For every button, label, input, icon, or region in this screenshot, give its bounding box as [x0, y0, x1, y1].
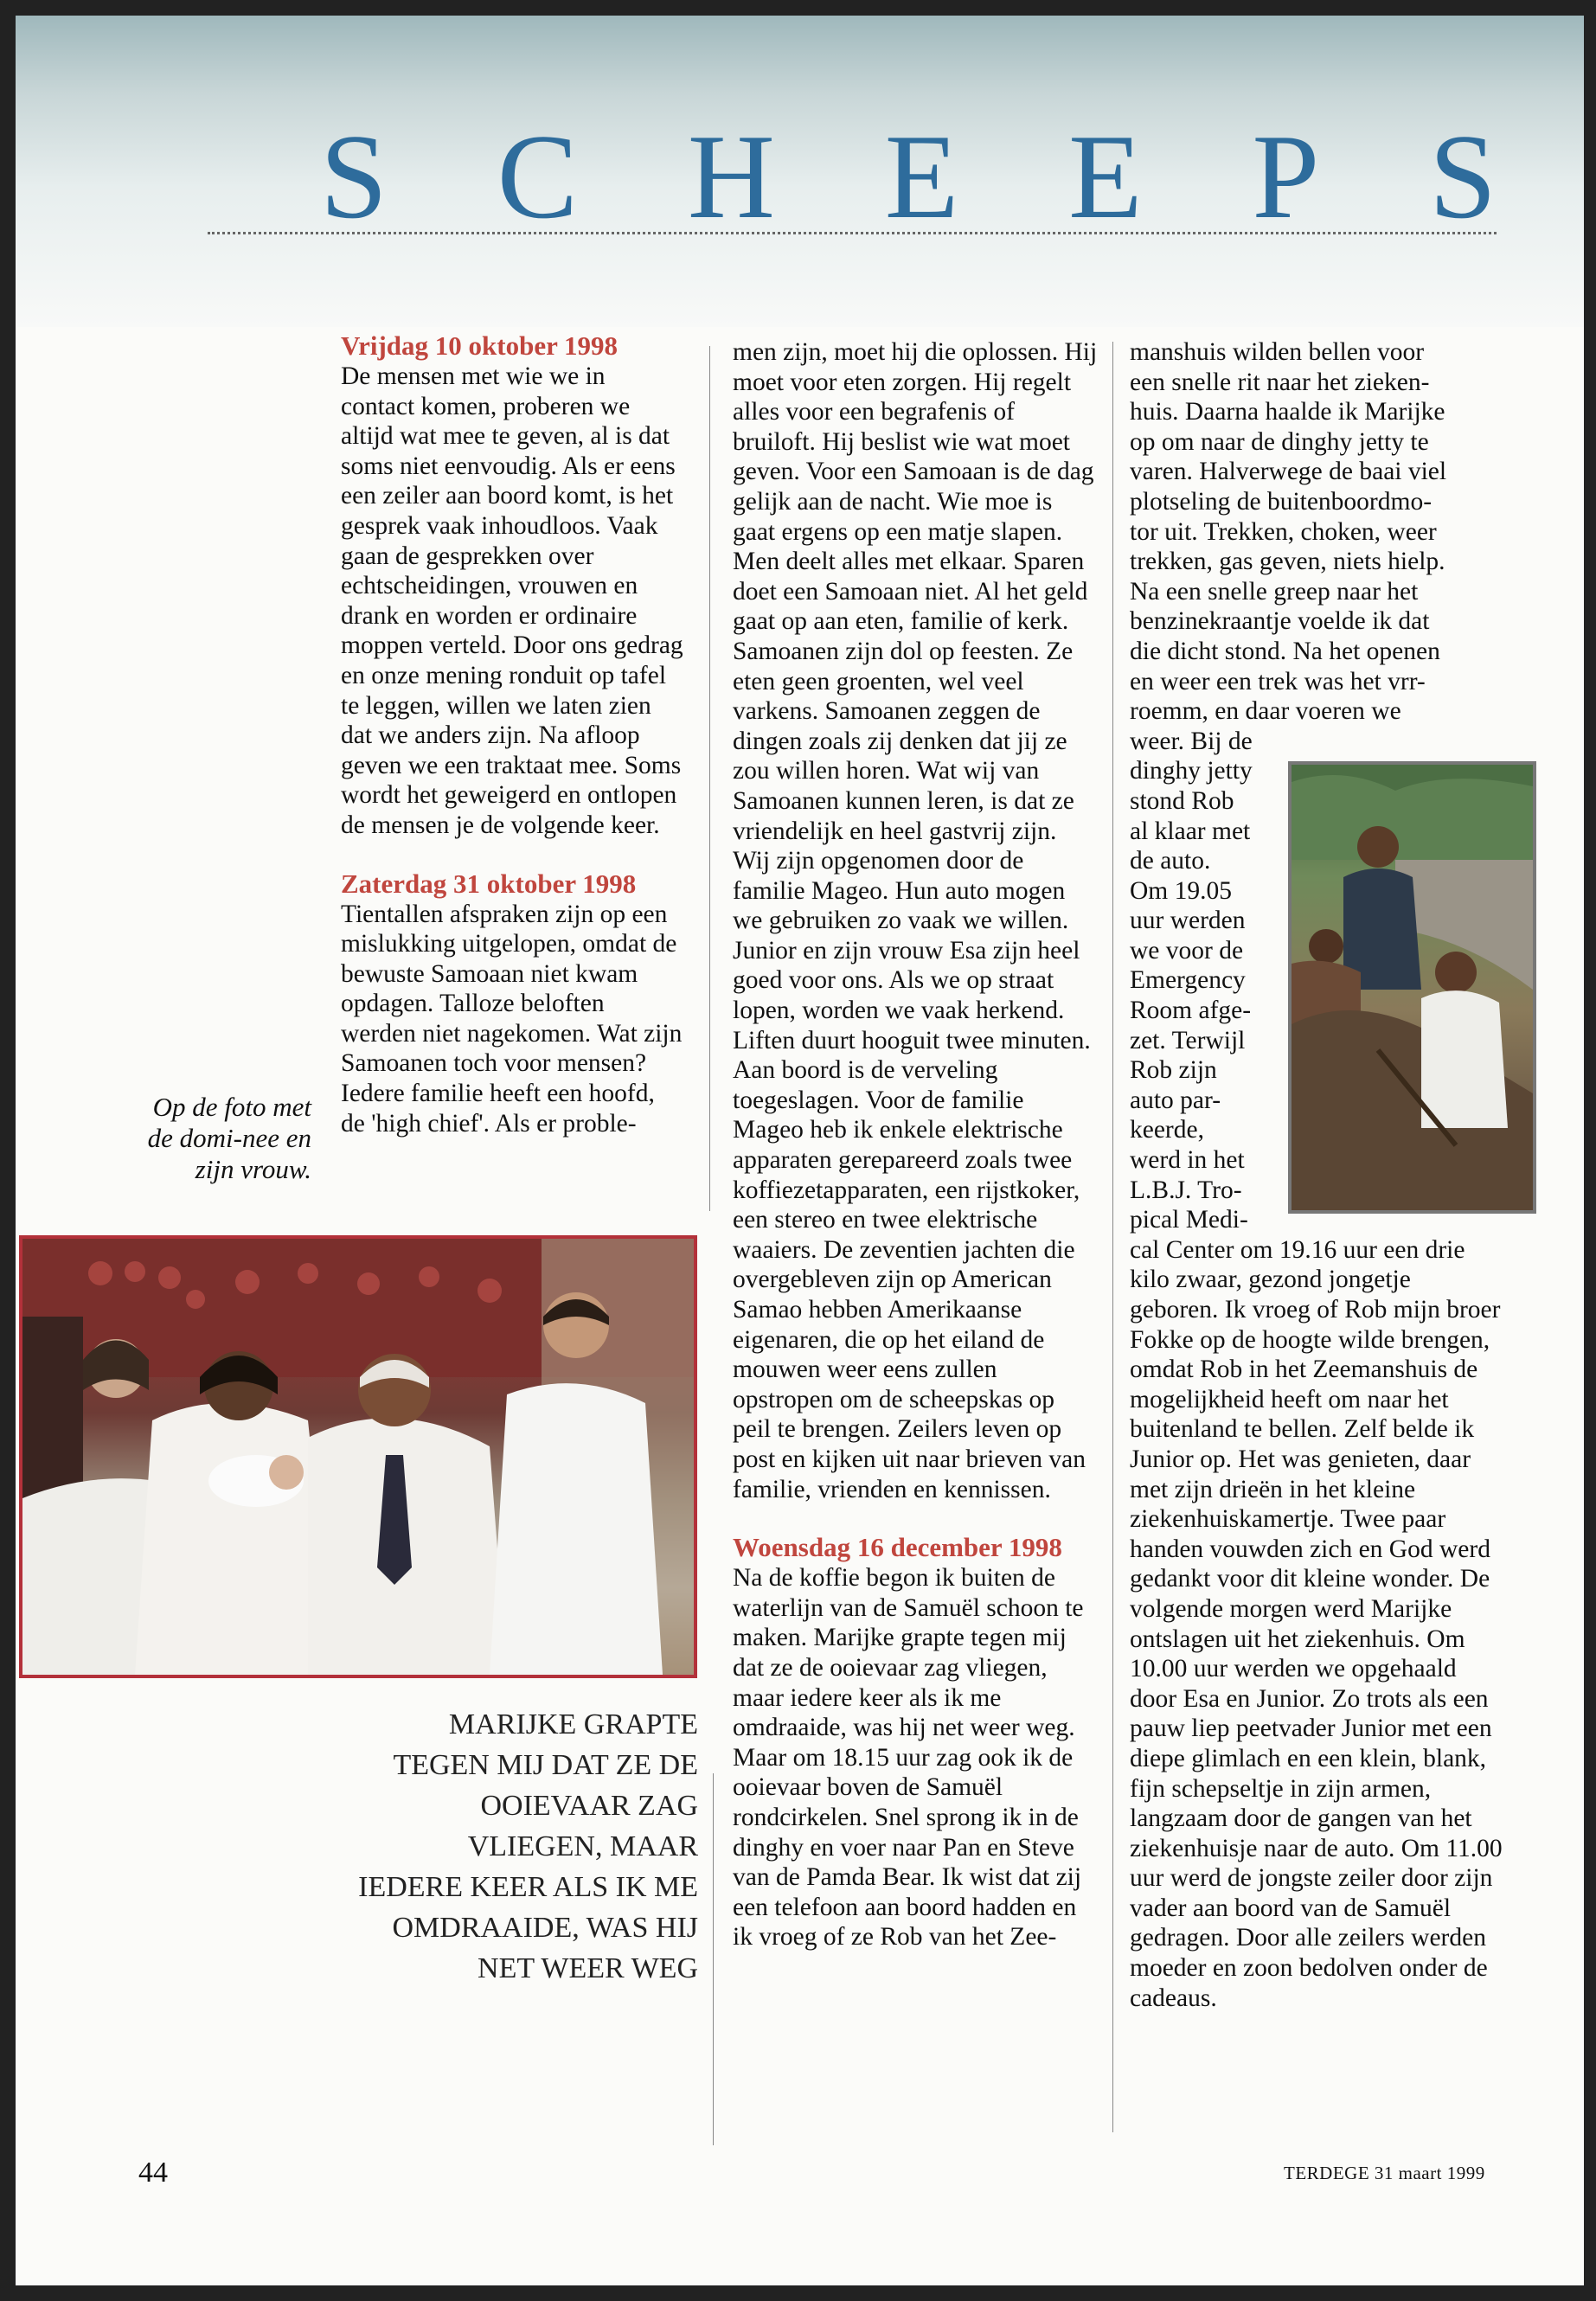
text-line: een snelle rit naar het zieken-	[1130, 368, 1430, 396]
entry-text: cal Center om 19.16 uur een drie kilo zwaar, gezond jongetje geboren. Ik vroeg of Rob mijn broer Fokke op de hoogte wilde brengen, omdat Rob in het Zeemanshuis de mogelijkheid heeft om naar het buitenland te bellen. Zelf belde ik Junior op. Het was genieten, daar met zijn drieën in het kleine ziekenhuiskamertje. Twee paar handen vouwden zich en God werd gedankt voor dit kleine wonder. De volgende morgen werd Marijke ontslagen uit het ziekenhuis. Om 10.00 uur werden we opgehaald door Esa en Junior. Zo trots als een pauw liep peetvader Junior met een diepe glimlach en een klein, blank, fijn schepseltje in zijn armen, langzaam door de gangen van het ziekenhuisje naar de auto. Om 11.00 uur werd de jongste zeiler door zijn vader aan boord van de Samuël gedragen. Door alle zeilers werden moeder en zoon bedolven onder de cadeaus.	[1130, 1235, 1503, 2012]
text-line: roemm, en daar voeren we	[1130, 697, 1401, 726]
column-divider	[713, 1773, 714, 2145]
header-dotted-rule	[208, 232, 1497, 234]
photo-caption: Op de foto met de domi-nee en zijn vrouw.	[147, 1092, 311, 1184]
pull-quote	[322, 1704, 698, 1989]
masthead	[320, 112, 1497, 242]
pull-quote-line: VLIEGEN, MAAR	[467, 1830, 698, 1862]
masthead-letter: S	[1429, 110, 1497, 244]
entry-date-heading: Vrijdag 10 oktober 1998	[341, 330, 619, 361]
text-line: zet. Terwijl	[1130, 1026, 1246, 1054]
article-column-1	[341, 330, 685, 1138]
publication-credit: TERDEGE 31 maart 1999	[1284, 2163, 1485, 2183]
text-line: auto par-	[1130, 1086, 1221, 1114]
pull-quote-line: IEDERE KEER ALS IK ME	[358, 1871, 698, 1903]
page-number: 44	[138, 2157, 168, 2189]
pull-quote-line: OOIEVAAR ZAG	[480, 1790, 698, 1822]
family-photo	[19, 1235, 697, 1678]
text-line: op om naar de dinghy jetty te	[1130, 427, 1429, 456]
text-line: pical Medi-	[1130, 1206, 1248, 1234]
work-scene-photo	[1288, 761, 1536, 1214]
family-photo-illustration	[22, 1239, 694, 1675]
text-line: varen. Halverwege de baai viel	[1130, 458, 1447, 486]
text-line: dinghy jetty	[1130, 757, 1253, 785]
pull-quote-line: NET WEER WEG	[478, 1952, 698, 1984]
text-line: uur werden	[1130, 907, 1246, 935]
pull-quote-line: OMDRAAIDE, WAS HIJ	[392, 1912, 698, 1944]
text-line: Room afge-	[1130, 997, 1252, 1025]
text-line: weer. Bij de	[1130, 727, 1253, 755]
text-line: keerde,	[1130, 1116, 1204, 1144]
entry-text: De mensen met wie we in contact komen, proberen we altijd wat mee te geven, al is dat soms niet eenvoudig. Als er eens een zeiler aan boord komt, is het gesprek vaak inhoudloos. Vaak gaan de gesprekken over echtscheidingen, vrouwen en drank en worden er ordinaire moppen verteld. Door ons gedrag en onze mening ronduit op tafel te leggen, willen we laten zien dat we anders zijn. Na afloop geven we een traktaat mee. Soms wordt het geweigerd en ontlopen de mensen je de volgende keer.	[341, 362, 683, 839]
text-line: die dicht stond. Na het openen	[1130, 637, 1440, 665]
work-scene-illustration	[1292, 765, 1533, 1210]
masthead-letter: E	[884, 110, 959, 244]
pull-quote-line: TEGEN MIJ DAT ZE DE	[393, 1749, 698, 1781]
column-divider	[1112, 342, 1113, 2132]
text-line: Emergency	[1130, 966, 1246, 995]
text-line: Om 19.05	[1130, 876, 1232, 905]
text-line: de auto.	[1130, 847, 1211, 875]
text-line: huis. Daarna haalde ik Marijke	[1130, 398, 1445, 426]
text-line: we voor de	[1130, 936, 1244, 965]
text-line: en weer een trek was het vrr-	[1130, 667, 1426, 695]
entry-text: Aan boord is de verveling toegeslagen. Voor de familie Mageo heb ik enkele elektrische apparaten gerepareerd zoals twee koffiezetapparaten, een rijstkoker, een stereo en twee elektrische waaiers. De zeventien jachten die overgebleven zijn op American Samao hebben Amerikaanse eigenaren, die op het eiland de mouwen weer eens zullen opstropen om de scheepskas op peil te brengen. Zeilers leven op post en kijken uit naar brieven van familie, vrienden en kennissen.	[733, 1056, 1086, 1503]
text-line: L.B.J. Tro-	[1130, 1176, 1242, 1204]
masthead-letter: S	[320, 110, 388, 244]
text-line: manshuis wilden bellen voor	[1130, 338, 1425, 366]
entry-text: Iedere familie heeft een hoofd, de 'high chief'. Als er proble-	[341, 1080, 655, 1138]
text-line: Rob zijn	[1130, 1056, 1217, 1085]
text-line: werd in het	[1130, 1146, 1245, 1175]
masthead-letter: C	[497, 110, 579, 244]
entry-text: men zijn, moet hij die oplossen. Hij moet voor eten zorgen. Hij regelt alles voor een begrafenis of bruiloft. Hij beslist wie wat moet geven. Voor een Samoaan is de dag gelijk aan de nacht. Wie moe is gaat ergens op een matje slapen. Men deelt alles met elkaar. Sparen doet een Samoaan niet. Al het geld gaat op aan eten, familie of kerk. Samoanen zijn dol op feesten. Ze eten geen groenten, wel veel varkens. Samoanen zeggen de dingen zoals zij denken dat jij ze zou willen horen. Wat wij van Samoanen kunnen leren, is dat ze vriendelijk en heel gastvrij zijn. Wij zijn opgenomen door de familie Mageo. Hun auto mogen we gebruiken zo vaak we willen. Junior en zijn vrouw Esa zijn heel goed voor ons. Als we op straat lopen, worden we vaak herkend. Liften duurt hooguit twee minuten.	[733, 338, 1098, 1054]
pull-quote-line: MARIJKE GRAPTE	[448, 1708, 698, 1740]
text-line: tor uit. Trekken, choken, weer	[1130, 517, 1437, 546]
text-line: stond Rob	[1130, 786, 1234, 815]
entry-date-heading: Zaterdag 31 oktober 1998	[341, 868, 637, 899]
text-line: trekken, gas geven, niets hielp.	[1130, 548, 1445, 576]
entry-text: Na de koffie begon ik buiten de waterlijn van de Samuël schoon te maken. Marijke grapte tegen mij dat ze de ooievaar zag vliegen, maar iedere keer als ik me omdraaide, was hij net weer weg. Maar om 18.15 uur zag ook ik de ooievaar boven de Samuël rondcirkelen. Snel sprong ik in de dinghy en voer naar Pan en Steve van de Pamda Bear. Ik wist dat zij een telefoon aan boord hadden en ik vroeg of ze Rob van het Zee-	[733, 1564, 1084, 1952]
entry-date-heading: Woensdag 16 december 1998	[733, 1532, 1062, 1563]
entry-text: Tientallen afspraken zijn op een mislukking uitgelopen, omdat de bewuste Samoaan niet kwam opdagen. Talloze beloften werden niet nagekomen. Wat zijn Samoanen toch voor mensen?	[341, 900, 683, 1078]
text-line: Na een snelle greep naar het	[1130, 577, 1419, 606]
masthead-letter: E	[1068, 110, 1143, 244]
text-line: benzinekraantje voelde ik dat	[1130, 607, 1430, 636]
text-line: al klaar met	[1130, 817, 1251, 845]
column-divider	[709, 346, 710, 1211]
text-line: plotseling de buitenboordmo-	[1130, 487, 1433, 516]
masthead-letter: P	[1252, 110, 1320, 244]
article-column-2	[733, 337, 1098, 1952]
masthead-letter: H	[687, 110, 775, 244]
